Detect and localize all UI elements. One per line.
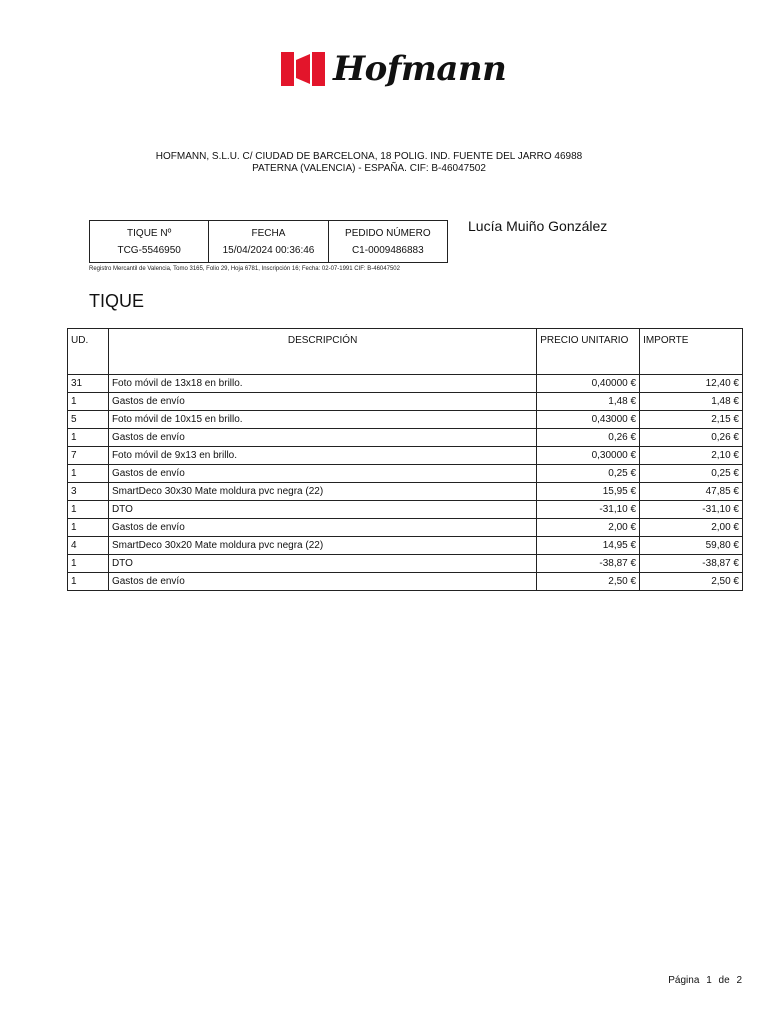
row-amount: 0,25 €: [640, 465, 743, 483]
table-row: [68, 483, 743, 501]
row-amount: 2,10 €: [640, 447, 743, 465]
row-units: 5: [68, 411, 109, 429]
ticket-date-label: FECHA: [251, 227, 286, 239]
line-items-table: [67, 328, 743, 591]
row-units: 7: [68, 447, 109, 465]
row-units: 1: [68, 573, 109, 591]
page-label: Página: [668, 975, 700, 986]
table-row: [68, 429, 743, 447]
page-of-label: de: [718, 975, 730, 986]
brand-logo: [281, 44, 506, 94]
ticket-info-box: [89, 220, 448, 263]
row-unit-price: 2,50 €: [537, 573, 640, 591]
row-unit-price: 2,00 €: [537, 519, 640, 537]
table-row: [68, 411, 743, 429]
row-amount: -38,87 €: [640, 555, 743, 573]
ticket-number-cell: [90, 221, 209, 262]
company-line-2: PATERNA (VALENCIA) - ESPAÑA. CIF: B-46047502: [252, 163, 486, 174]
row-units: 1: [68, 501, 109, 519]
table-row: [68, 573, 743, 591]
row-unit-price: -31,10 €: [537, 501, 640, 519]
table-row: [68, 465, 743, 483]
document-title: TIQUE: [89, 291, 145, 311]
row-unit-price: 1,48 €: [537, 393, 640, 411]
table-row: [68, 555, 743, 573]
row-unit-price: -38,87 €: [537, 555, 640, 573]
order-number-value: C1-0009486883: [351, 244, 424, 256]
ticket-date-value: 15/04/2024 00:36:46: [222, 244, 315, 256]
company-line-1: HOFMANN, S.L.U. C/ CIUDAD DE BARCELONA, 18 POLIG. IND. FUENTE DEL JARRO 46988: [155, 151, 583, 162]
ticket-number-value: TCG-5546950: [117, 244, 181, 256]
table-row: [68, 393, 743, 411]
row-units: 3: [68, 483, 109, 501]
row-units: 1: [68, 465, 109, 483]
row-unit-price: 0,25 €: [537, 465, 640, 483]
row-description: Gastos de envío: [108, 393, 536, 411]
row-units: 4: [68, 537, 109, 555]
table-row: [68, 375, 743, 393]
header-amount: IMPORTE: [640, 329, 743, 375]
order-number-cell: [329, 221, 447, 262]
ticket-number-label: TIQUE Nº: [127, 227, 172, 239]
table-row: [68, 537, 743, 555]
row-description: Gastos de envío: [108, 519, 536, 537]
header-unit-price: PRECIO UNITARIO: [537, 329, 640, 375]
table-row: [68, 501, 743, 519]
pagination: [664, 975, 742, 986]
row-unit-price: 0,40000 €: [537, 375, 640, 393]
row-amount: 59,80 €: [640, 537, 743, 555]
row-amount: 1,48 €: [640, 393, 743, 411]
row-unit-price: 14,95 €: [537, 537, 640, 555]
page-current: 1: [706, 975, 712, 986]
company-address: [0, 151, 738, 175]
brand-name: Hofmann: [333, 49, 507, 89]
row-description: DTO: [108, 555, 536, 573]
row-amount: 47,85 €: [640, 483, 743, 501]
row-description: Foto móvil de 9x13 en brillo.: [108, 447, 536, 465]
row-units: 1: [68, 519, 109, 537]
row-units: 1: [68, 393, 109, 411]
ticket-date-cell: [209, 221, 328, 262]
header-description: DESCRIPCIÓN: [108, 329, 536, 375]
row-description: SmartDeco 30x20 Mate moldura pvc negra (22): [108, 537, 536, 555]
row-units: 1: [68, 429, 109, 447]
customer-name: Lucía Muiño González: [468, 218, 608, 234]
row-description: Gastos de envío: [108, 429, 536, 447]
row-amount: 2,50 €: [640, 573, 743, 591]
row-amount: 0,26 €: [640, 429, 743, 447]
table-row: [68, 519, 743, 537]
row-description: Foto móvil de 10x15 en brillo.: [108, 411, 536, 429]
row-amount: 2,00 €: [640, 519, 743, 537]
row-units: 31: [68, 375, 109, 393]
header-units: UD.: [68, 329, 109, 375]
order-number-label: PEDIDO NÚMERO: [345, 227, 431, 239]
row-description: Foto móvil de 13x18 en brillo.: [108, 375, 536, 393]
brand-mark-icon: [281, 52, 325, 86]
row-description: DTO: [108, 501, 536, 519]
row-unit-price: 0,43000 €: [537, 411, 640, 429]
registry-note: Registro Mercantil de Valencia, Tomo 3165, Folio 29, Hoja 6781, Inscripción 16; Fecha: 02-07-1991 CIF: B-46047502: [89, 266, 400, 272]
row-unit-price: 0,26 €: [537, 429, 640, 447]
row-amount: 2,15 €: [640, 411, 743, 429]
table-header-row: [68, 329, 743, 375]
row-unit-price: 0,30000 €: [537, 447, 640, 465]
row-units: 1: [68, 555, 109, 573]
row-description: Gastos de envío: [108, 573, 536, 591]
row-amount: 12,40 €: [640, 375, 743, 393]
row-description: SmartDeco 30x30 Mate moldura pvc negra (22): [108, 483, 536, 501]
row-unit-price: 15,95 €: [537, 483, 640, 501]
page-total: 2: [736, 975, 742, 986]
row-description: Gastos de envío: [108, 465, 536, 483]
row-amount: -31,10 €: [640, 501, 743, 519]
table-row: [68, 447, 743, 465]
